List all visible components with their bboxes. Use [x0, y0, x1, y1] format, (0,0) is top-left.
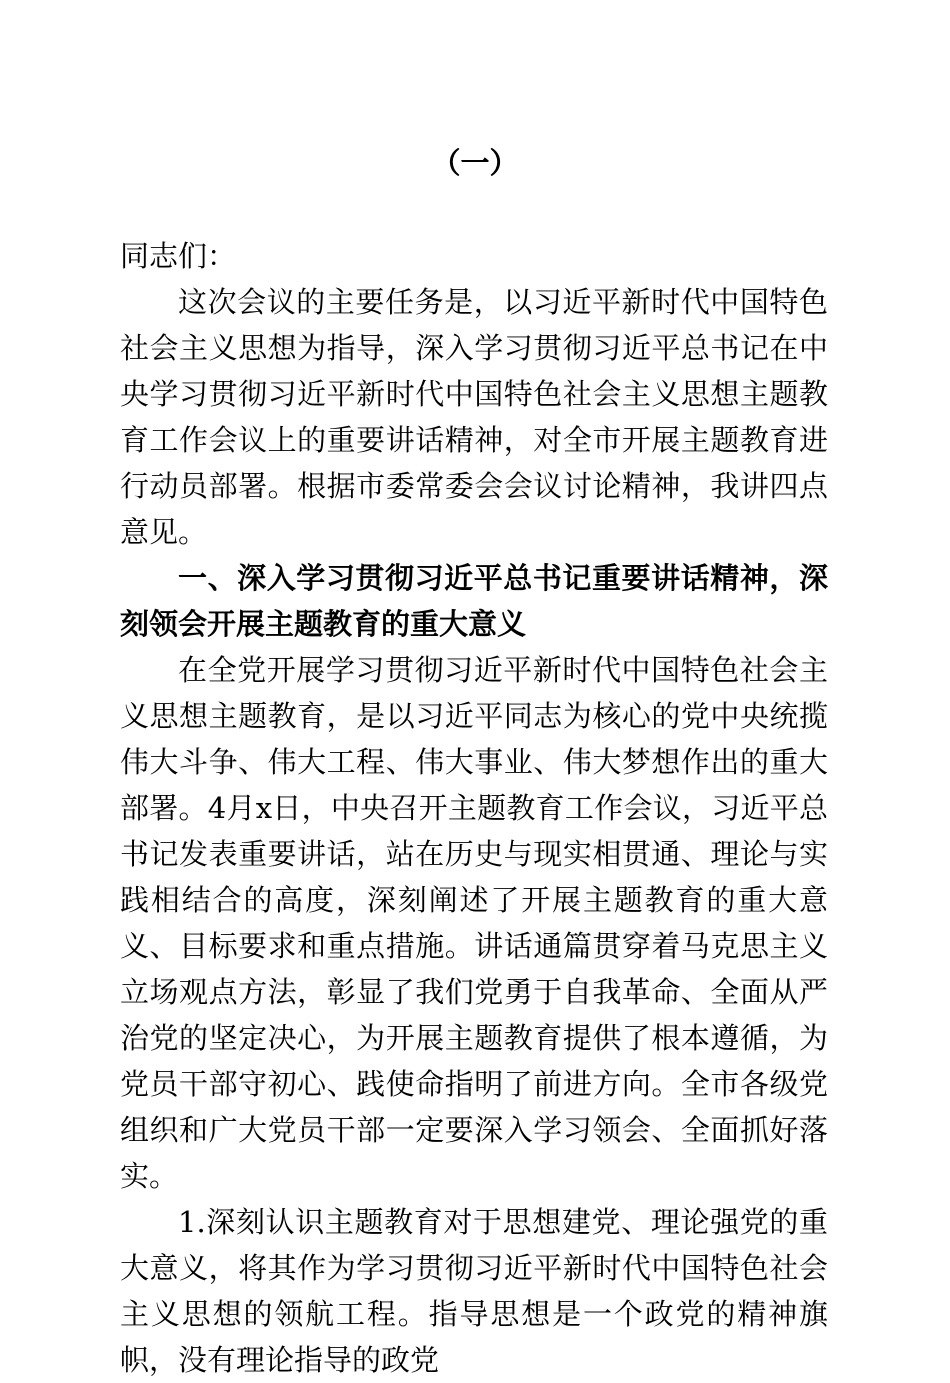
document-heading: （一） — [431, 146, 519, 180]
paragraph-intro: 这次会议的主要任务是，以习近平新时代中国特色社会主义思想为指导，深入学习贯彻习近平总书记在中央学习贯彻习近平新时代中国特色社会主义思想主题教育工作会议上的重要讲话精神，对全市开展主题教育进行动员部署。根据市委常委会会议讨论精神，我讲四点意见。 — [120, 285, 828, 549]
section-title-1: 一、深入学习贯彻习近平总书记重要讲话精神，深刻领会开展主题教育的重大意义 — [120, 561, 828, 641]
paragraph-point-1: 1.深刻认识主题教育对于思想建党、理论强党的重大意义，将其作为学习贯彻习近平新时代中国特色社会主义思想的领航工程。指导思想是一个政党的精神旗帜，没有理论指导的政党 — [120, 1205, 828, 1377]
salutation: 同志们： — [120, 239, 237, 273]
paragraph-section-1: 在全党开展学习贯彻习近平新时代中国特色社会主义思想主题教育，是以习近平同志为核心的党中央统揽伟大斗争、伟大工程、伟大事业、伟大梦想作出的重大部署。4月x日，中央召开主题教育工作会议，习近平总书记发表重要讲话，站在历史与现实相贯通、理论与实践相结合的高度，深刻阐述了开展主题教育的重大意义、目标要求和重点措施。讲话通篇贯穿着马克思主义立场观点方法，彰显了我们党勇于自我革命、全面从严治党的坚定决心，为开展主题教育提供了根本遵循，为党员干部守初心、践使命指明了前进方向。全市各级党组织和广大党员干部一定要深入学习领会、全面抓好落实。 — [120, 653, 828, 1193]
document-body — [120, 233, 828, 1383]
